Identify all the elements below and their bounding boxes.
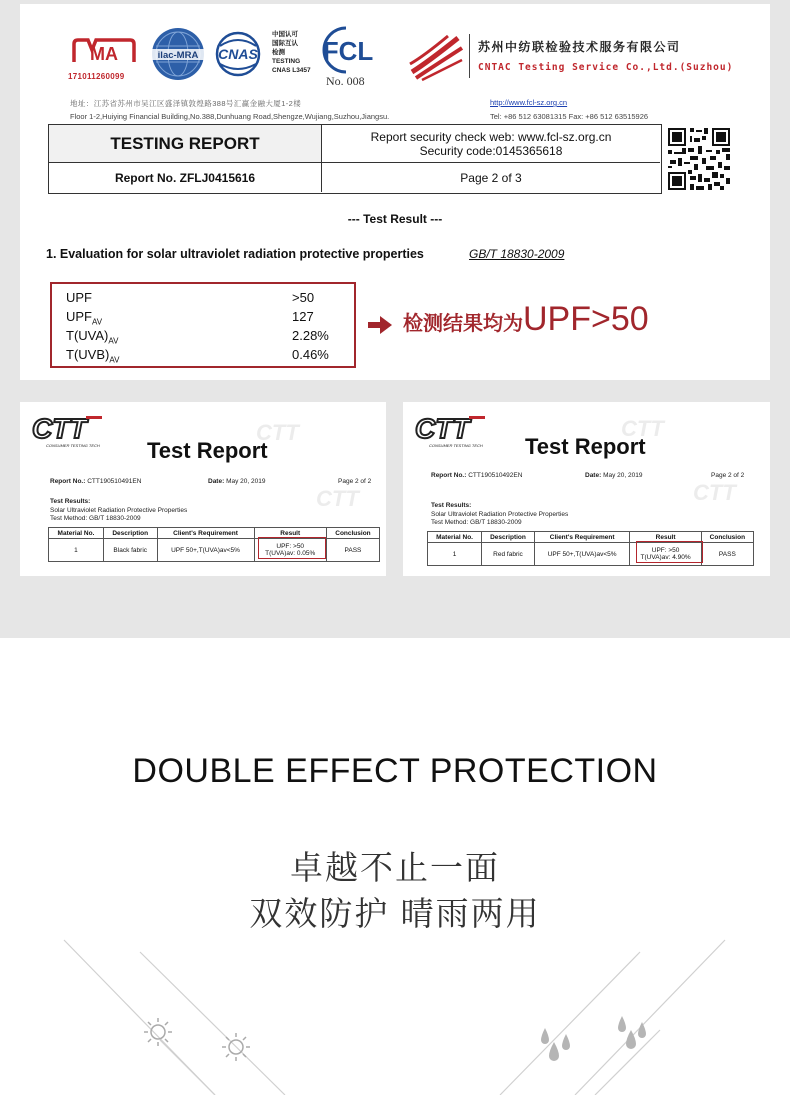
upf-claim [403, 300, 649, 339]
svg-text:MA: MA [90, 44, 118, 64]
ctt-logo [413, 412, 487, 450]
table-row: 1 Black fabric UPF 50+,T(UVA)av<5% UPF: >50 T(UVA)av: 0.05% PASS [49, 539, 380, 562]
address-en: Floor 1-2,Huiying Financial Building,No.388,Dunhuang Road,Shengze,Wujiang,Suzhou,Jiangsu. [70, 112, 390, 121]
ctt-report-card-black [20, 402, 386, 576]
ctt-report-card-red [403, 402, 770, 576]
sun-icon [144, 1018, 172, 1046]
ctt-report-date: Date: May 20, 2019 [585, 472, 643, 479]
ctt-watermark: CTT [256, 420, 299, 445]
ctt-watermark: CTT [693, 480, 736, 505]
decorative-diagonals [0, 930, 790, 1095]
ctt-test-results-info: Test Results: Solar Ultraviolet Radiation Protective Properties Test Method: GB/T 18830-2009 [431, 502, 569, 526]
ctt-report-date: Date: May 20, 2019 [208, 478, 266, 485]
ctt-page-number: Page 2 of 2 [338, 478, 372, 485]
report-title: TESTING REPORT [49, 125, 322, 163]
cnas-certification-text: 中国认可 国际互认 检测 TESTING CNAS L3457 [272, 31, 311, 74]
result-row: $T(UVB)_{AV}$ 0.46% [66, 347, 329, 365]
ctt-test-results-info: Test Results: Solar Ultraviolet Radiation Protective Properties Test Method: GB/T 18830-2009 [50, 498, 188, 522]
page-number: Page 2 of 3 [460, 170, 522, 185]
table-header-row: Material No. Description Client's Requirement Result Conclusion [428, 532, 754, 543]
svg-text:CTT: CTT [415, 413, 470, 444]
fcl-number: No. 008 [326, 74, 365, 88]
arrow-right-icon [368, 316, 392, 334]
svg-text:CTT: CTT [32, 413, 87, 444]
ctt-report-number: Report No.: CTT190510492EN [431, 472, 523, 479]
cma-logo [70, 36, 138, 66]
report-number: Report No. ZFLJ0415616 [49, 163, 322, 192]
security-info [322, 125, 660, 163]
ctt-report-title: Test Report [525, 434, 646, 459]
raindrop-icon [541, 1028, 570, 1061]
result-highlight-box [636, 541, 703, 563]
website-link[interactable]: http://www.fcl-sz.org.cn [490, 98, 568, 107]
address-cn: 地址：江苏省苏州市吴江区盛泽镇敦煌路388号汇赢金融大厦1-2楼 [70, 99, 302, 108]
company-name-cn: 苏州中纺联检验技术服务有限公司 [478, 40, 681, 54]
logo-separator [469, 34, 470, 78]
evaluation-standard: GB/T 18830-2009 [469, 247, 565, 261]
testing-report-card [20, 4, 770, 380]
ctt-watermark: CTT [316, 486, 359, 511]
svg-text:CNAS: CNAS [218, 46, 258, 62]
ctt-page-number: Page 2 of 2 [711, 472, 745, 479]
report-info-table [48, 124, 662, 194]
security-code: Security code:0145365618 [419, 143, 563, 158]
svg-text:ilac-MRA: ilac-MRA [157, 50, 199, 61]
ctt-report-number: Report No.: CTT190510491EN [50, 478, 142, 485]
svg-text:CONSUMER TESTING TECH: CONSUMER TESTING TECH [429, 443, 483, 448]
subheadline-line2: 双效防护 晴雨两用 [249, 895, 541, 932]
cma-number: 171011260099 [68, 72, 125, 81]
ilac-mra-logo [150, 26, 206, 82]
security-web: Report security check web: www.fcl-sz.org.cn [370, 129, 612, 144]
claim-text-cn: 检测结果均为 [403, 313, 523, 335]
fcl-logo [316, 24, 376, 74]
tel-fax: Tel: +86 512 63081315 Fax: +86 512 63515926 [490, 112, 649, 121]
company-name-en: CNTAC Testing Service Co.,Ltd.(Suzhou) [478, 62, 734, 73]
cntac-logo [408, 32, 464, 82]
result-row: $T(UVA)_{AV}$ 2.28% [66, 328, 329, 346]
ctt-logo [30, 412, 104, 450]
svg-text:CONSUMER TESTING TECH: CONSUMER TESTING TECH [46, 443, 100, 448]
result-row: UPF >50 [66, 290, 315, 305]
subheadline-line1: 卓越不止一面 [290, 849, 500, 886]
qr-code [666, 126, 732, 192]
evaluation-title: 1. Evaluation for solar ultraviolet radiation protective properties [46, 247, 424, 261]
upf-results-box [50, 282, 356, 368]
ctt-report-title: Test Report [147, 438, 268, 463]
raindrop-icon [618, 1016, 646, 1049]
svg-text:FCL: FCL [322, 36, 374, 66]
result-highlight-box [258, 537, 326, 559]
headline: DOUBLE EFFECT PROTECTION [132, 752, 658, 790]
test-result-heading: --- Test Result --- [347, 212, 443, 226]
cnas-logo [210, 30, 266, 78]
table-row: 1 Red fabric UPF 50+,T(UVA)av<5% UPF: >50 T(UVA)av: 4.90% PASS [428, 543, 754, 566]
ctt-results-table [48, 527, 380, 562]
result-row: $UPF_{AV}$ 127 [66, 309, 314, 327]
ctt-results-table [427, 531, 754, 566]
claim-upf: UPF>50 [523, 300, 649, 338]
table-header-row: Material No. Description Client's Requirement Result Conclusion [49, 528, 380, 539]
ctt-watermark: CTT [621, 416, 664, 441]
